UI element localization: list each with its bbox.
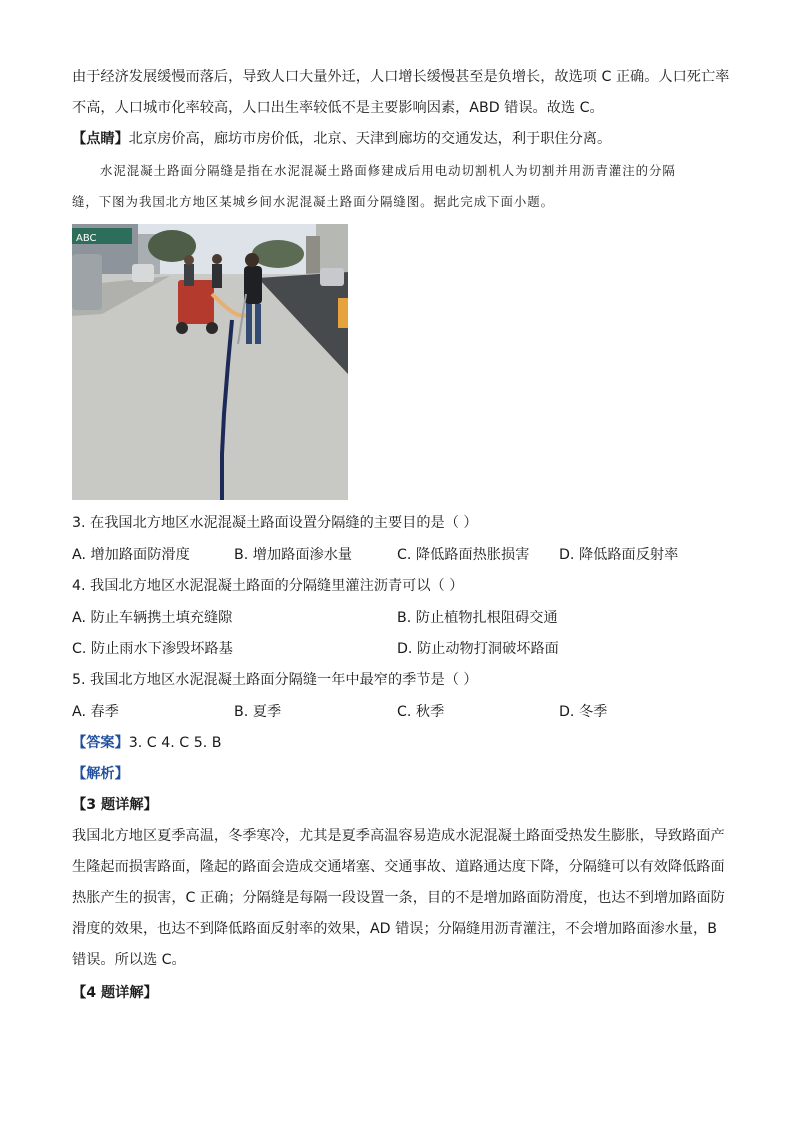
question-5-option-a: A. 春季	[72, 704, 119, 720]
detail-3-line-2: 生隆起而损害路面，隆起的路面会造成交通堵塞、交通事故、道路通达度下降，分隔缝可以有效降低路面	[72, 859, 725, 875]
point-label: 【点睛】	[72, 131, 129, 147]
question-4-option-d: D. 防止动物打洞破坏路面	[397, 641, 559, 657]
top-line-1: 由于经济发展缓慢而落后，导致人口大量外迁，人口增长缓慢甚至是负增长，故选项 C 正确。人口死亡率	[72, 69, 730, 85]
detail-3-line-1: 我国北方地区夏季高温，冬季寒冷，尤其是夏季高温容易造成水泥混凝土路面受热发生膨胀，导致路面产	[72, 828, 725, 844]
detail-3-line-3: 热胀产生的损害，C 正确；分隔缝是每隔一段设置一条，目的不是增加路面防滑度，也达不到增加路面防	[72, 890, 725, 906]
question-5-stem: 5. 我国北方地区水泥混凝土路面分隔缝一年中最窄的季节是（ ）	[72, 672, 478, 688]
question-4-option-c: C. 防止雨水下渗毁坏路基	[72, 641, 233, 657]
answer-text: 3. C 4. C 5. B	[128, 735, 222, 751]
point-text: 北京房价高，廊坊市房价低，北京、天津到廊坊的交通发达，利于职住分离。	[128, 131, 612, 147]
question-3-option-b: B. 增加路面渗水量	[234, 547, 353, 563]
question-3-option-a: A. 增加路面防滑度	[72, 547, 190, 563]
analysis-label: 【解析】	[72, 766, 129, 782]
detail-4-label: 【4 题详解】	[72, 985, 158, 1001]
road-joint-photo	[72, 224, 348, 500]
question-3-option-d: D. 降低路面反射率	[559, 547, 679, 563]
question-4-option-a: A. 防止车辆携土填充缝隙	[72, 610, 233, 626]
question-5-option-b: B. 夏季	[234, 704, 282, 720]
question-4-stem: 4. 我国北方地区水泥混凝土路面的分隔缝里灌注沥青可以（ ）	[72, 578, 464, 594]
intro-line-1: 水泥混凝土路面分隔缝是指在水泥混凝土路面修建成后用电动切割机人为切割并用沥青灌注的分隔	[100, 163, 676, 178]
point-note	[72, 129, 611, 149]
bank-sign: ABC	[76, 233, 97, 244]
question-5-option-d: D. 冬季	[559, 704, 608, 720]
intro-line-2: 缝，下图为我国北方地区某城乡间水泥混凝土路面分隔缝图。据此完成下面小题。	[72, 194, 555, 209]
answer-label: 【答案】	[72, 735, 129, 751]
answer-line	[72, 733, 221, 753]
question-5-option-c: C. 秋季	[397, 704, 445, 720]
question-3-stem: 3. 在我国北方地区水泥混凝土路面设置分隔缝的主要目的是（ ）	[72, 515, 478, 531]
top-line-2: 不高，人口城市化率较高，人口出生率较低不是主要影响因素，ABD 错误。故选 C。	[72, 100, 604, 116]
detail-3-line-5: 错误。所以选 C。	[72, 952, 186, 968]
question-3-option-c: C. 降低路面热胀损害	[397, 547, 530, 563]
detail-3-label: 【3 题详解】	[72, 797, 158, 813]
question-4-option-b: B. 防止植物扎根阻碍交通	[397, 610, 558, 626]
detail-3-line-4: 滑度的效果，也达不到降低路面反射率的效果，AD 错误；分隔缝用沥青灌注，不会增加路面渗水量，B	[72, 921, 717, 937]
